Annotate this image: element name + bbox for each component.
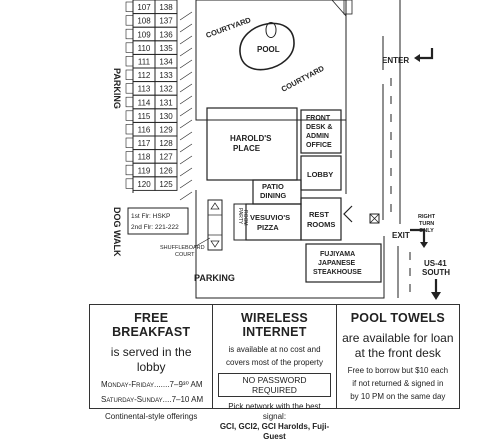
parking-left-label: PARKING <box>112 68 122 109</box>
room-number: 136 <box>159 30 173 40</box>
hatch-line <box>180 48 192 56</box>
room-number: 130 <box>159 111 173 121</box>
patio-label-2: DINING <box>260 191 287 200</box>
wifi-title: WIRELESS INTERNET <box>241 311 308 339</box>
room-number: 127 <box>159 152 173 162</box>
vesuvios-label-1: VESUVIO'S <box>250 213 291 222</box>
front-desk-label-4: OFFICE <box>306 142 332 149</box>
exit-arrow-head <box>420 242 428 248</box>
hatch-line <box>180 132 192 140</box>
fujiyama-label-1: FUJIYAMA <box>320 251 356 258</box>
stair-mark <box>126 29 133 39</box>
room-number: 138 <box>159 3 173 13</box>
fujiyama-label-2: JAPANESE <box>318 260 356 267</box>
towels-line-1: are available for loan <box>342 331 454 345</box>
room-number: 110 <box>137 43 151 53</box>
hatch-line <box>180 108 192 116</box>
room-number: 126 <box>159 166 173 176</box>
hatch-line <box>180 72 192 80</box>
stair-mark <box>126 43 133 53</box>
wifi-line-2: covers most of the property <box>226 358 323 367</box>
courtyard-area <box>196 0 346 120</box>
room-number: 115 <box>137 111 151 121</box>
party-room-label-2: ROOM <box>242 210 248 226</box>
front-desk-label-1: FRONT <box>306 115 331 122</box>
towels-title: POOL TOWELS <box>350 311 445 325</box>
party-room-label-1: PARTY <box>237 208 243 225</box>
stair-mark <box>126 165 133 175</box>
parking-bottom-label: PARKING <box>194 273 235 283</box>
courtyard-top-label: COURTYARD <box>204 15 253 40</box>
stair-mark <box>126 152 133 162</box>
enter-arrow <box>418 48 432 58</box>
towels-note-1: Free to borrow but $10 each <box>347 366 449 375</box>
room-number: 119 <box>137 166 151 176</box>
hot-tub <box>266 23 276 38</box>
breakfast-note: Continental-style offerings <box>104 412 198 421</box>
hatch-line <box>180 36 192 44</box>
towels-note-3: by 10 PM on the same day <box>350 392 446 401</box>
hatch-line <box>180 12 192 20</box>
hatch-line <box>180 192 192 200</box>
breakfast-weekend: Saturday-Sunday....7–10 AM <box>101 395 204 404</box>
us41-label-2: SOUTH <box>422 268 450 277</box>
room-number: 117 <box>137 139 151 149</box>
stair-mark <box>126 2 133 12</box>
breakfast-weekday: Monday-Friday.......7–9³⁰ AM <box>101 380 203 389</box>
hatch-line <box>180 168 192 176</box>
stair-mark <box>126 124 133 134</box>
hatch-line <box>180 96 192 104</box>
restrooms-building <box>301 198 341 240</box>
hatch-line <box>180 180 192 188</box>
towels-card <box>337 305 459 408</box>
right-turn-label-1: RIGHT <box>418 214 436 220</box>
harolds-place-label-2: PLACE <box>233 144 261 153</box>
vesuvios-building <box>246 204 301 240</box>
room-number: 116 <box>137 125 151 135</box>
room-number: 131 <box>159 98 173 108</box>
towels-line-2: at the front desk <box>354 346 441 360</box>
hatch-line <box>180 144 192 152</box>
towels-note-2: if not returned & signed in <box>352 379 444 388</box>
hatch-line <box>180 84 192 92</box>
shuffleboard-triangle <box>211 203 219 209</box>
restrooms-label-1: REST <box>309 210 330 219</box>
stair-mark <box>126 111 133 121</box>
room-number: 118 <box>137 152 151 162</box>
room-number: 132 <box>159 84 173 94</box>
room-number: 135 <box>159 43 173 53</box>
wifi-line-1: is available at no cost and <box>228 345 321 354</box>
room-number: 114 <box>137 98 151 108</box>
front-desk-label-2: DESK & <box>306 124 333 131</box>
harolds-place-label-1: HAROLD'S <box>230 134 272 143</box>
amenity-cards <box>89 304 460 441</box>
room-number: 134 <box>159 57 173 67</box>
stair-mark <box>126 84 133 94</box>
room-number: 120 <box>137 179 151 189</box>
room-number: 128 <box>159 139 173 149</box>
wifi-net-1: Pick network with the best signal: <box>228 402 321 421</box>
south-arrow-head <box>431 292 441 300</box>
breakfast-line: is served in the lobby <box>110 345 192 374</box>
us41-label-1: US-41 <box>424 259 447 268</box>
room-number: 113 <box>137 84 151 94</box>
stair-mark <box>126 138 133 148</box>
hatch-line <box>180 60 192 68</box>
room-number: 133 <box>159 71 173 81</box>
hskp-label-1: 1st Flr: HSKP <box>131 213 171 220</box>
restrooms-label-2: ROOMS <box>307 220 336 229</box>
hskp-label-2: 2nd Flr: 221-222 <box>131 224 179 231</box>
room-number: 137 <box>159 16 173 26</box>
hatch-line <box>180 156 192 164</box>
stair-mark <box>126 56 133 66</box>
right-turn-label-3: ONLY <box>419 228 434 234</box>
wifi-card <box>213 305 336 441</box>
room-number: 111 <box>137 57 151 67</box>
enter-label: ENTER <box>382 56 410 65</box>
shuffleboard-label-2: COURT <box>175 252 195 258</box>
room-number: 107 <box>137 3 151 13</box>
room-number: 112 <box>137 71 151 81</box>
breakfast-card <box>90 305 213 421</box>
room-number: 108 <box>137 16 151 26</box>
wifi-net-2: GCI, GCI2, GCI Harolds, Fuji-Guest <box>219 422 330 441</box>
no-password-badge: NO PASSWORD REQUIRED <box>218 373 330 397</box>
courtyard-right-label: COURTYARD <box>279 63 326 94</box>
lobby-label: LOBBY <box>307 170 334 179</box>
stair-mark <box>126 70 133 80</box>
stair-mark <box>126 179 133 189</box>
patio-label-1: PATIO <box>262 182 284 191</box>
room-number: 129 <box>159 125 173 135</box>
shuffleboard-triangle <box>211 241 219 247</box>
shuffleboard-label-1: SHUFFLEBOARD <box>160 245 205 251</box>
vesuvios-label-2: PIZZA <box>257 223 279 232</box>
exit-label: EXIT <box>392 231 410 240</box>
breakfast-title: FREE BREAKFAST <box>112 311 191 339</box>
front-desk-label-3: ADMIN <box>306 133 329 140</box>
hatch-line <box>180 24 192 32</box>
stair-mark <box>126 16 133 26</box>
restroom-arrow <box>344 206 352 222</box>
room-number: 125 <box>159 179 173 189</box>
gate-box <box>344 0 352 14</box>
fujiyama-label-3: STEAKHOUSE <box>313 269 362 276</box>
hatch-line <box>180 120 192 128</box>
right-turn-label-2: TURN <box>419 221 435 227</box>
shuffleboard-court <box>208 200 222 250</box>
pool-label: POOL <box>257 45 280 54</box>
stair-mark <box>126 97 133 107</box>
dog-walk-label: DOG WALK <box>112 207 122 257</box>
room-number: 109 <box>137 30 151 40</box>
room-grid <box>133 0 177 190</box>
enter-arrow-head <box>414 54 420 62</box>
